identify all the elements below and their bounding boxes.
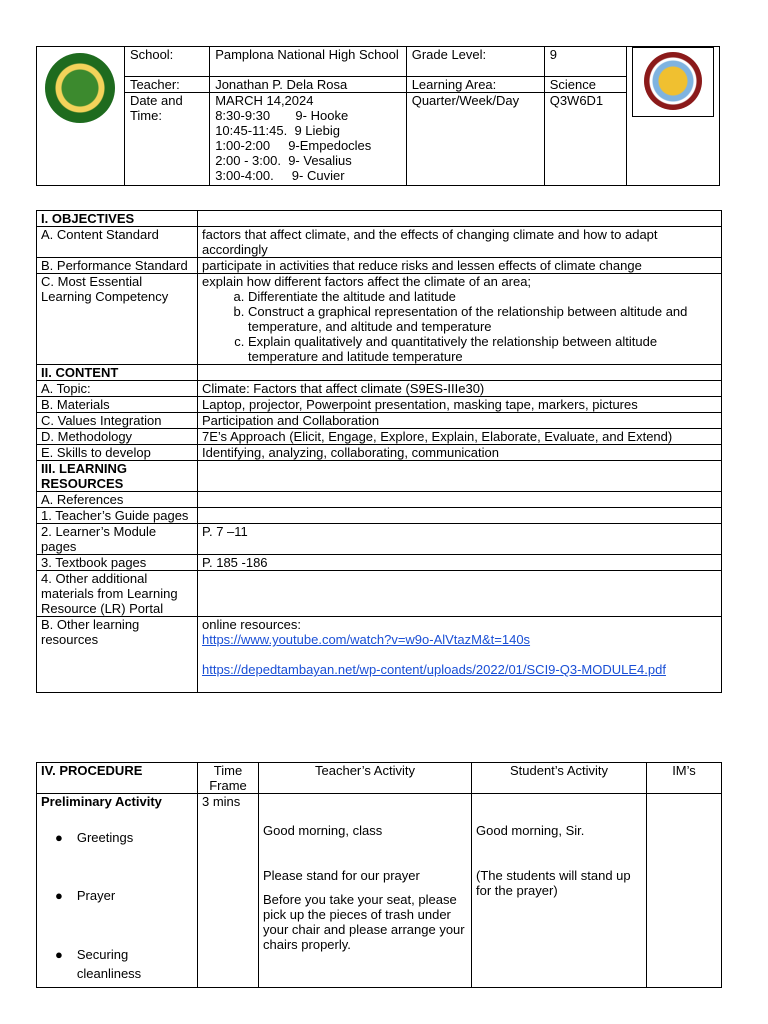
list-item: [41, 945, 193, 983]
greetings-label: Greetings: [76, 830, 134, 845]
values-label: C. Values Integration: [37, 413, 198, 429]
content-standard-label: A. Content Standard: [37, 227, 198, 258]
school-logo-frame: [632, 47, 714, 117]
grade-value: 9: [544, 47, 626, 77]
performance-standard-label: B. Performance Standard: [37, 258, 198, 274]
melc-item: b. Construct a graphical representation of the relationship between altitude and temperature, and altitude and temperature: [248, 304, 717, 334]
objectives-heading: I. OBJECTIVES: [37, 211, 198, 227]
teachers-guide-label: 1. Teacher’s Guide pages: [37, 508, 198, 524]
area-label: Learning Area:: [406, 77, 544, 93]
procedure-table: [36, 762, 722, 988]
melc-label: C. Most Essential Learning Competency: [37, 274, 198, 365]
school-seal-logo: [644, 52, 702, 110]
melc-item: c. Explain qualitatively and quantitatively the relationship between altitude temperature and latitude temperature: [248, 334, 717, 364]
melc-value: [198, 274, 722, 365]
qwd-value: Q3W6D1: [544, 93, 626, 186]
empty-cell: [198, 571, 722, 617]
teacher-prayer: Please stand for our prayer: [263, 868, 420, 883]
header-table: [36, 46, 720, 186]
teacher-greeting: Good morning, class: [263, 823, 383, 838]
list-item: [41, 830, 193, 845]
learners-module-label: 2. Learner’s Module pages: [37, 524, 198, 555]
division-seal-logo: [45, 53, 115, 123]
melc-intro: explain how different factors affect the climate of an area;: [202, 274, 532, 289]
topic-label: A. Topic:: [37, 381, 198, 397]
school-value: Pamplona National High School: [210, 47, 407, 77]
topic-value: Climate: Factors that affect climate (S9ES-IIIe30): [198, 381, 722, 397]
empty-cell: [198, 365, 722, 381]
bullet-icon: ●: [55, 830, 63, 845]
grade-label: Grade Level:: [406, 47, 544, 77]
area-value: Science: [544, 77, 626, 93]
textbook-value: P. 185 -186: [198, 555, 722, 571]
content-heading: II. CONTENT: [37, 365, 198, 381]
other-resources-label: B. Other learning resources: [37, 617, 198, 693]
youtube-link[interactable]: https://www.youtube.com/watch?v=w9o-AlVtazM&t=140s: [202, 632, 531, 647]
date-value: [210, 93, 407, 186]
other-resources-value: [198, 617, 722, 693]
lesson-plan-table: [36, 210, 722, 693]
empty-cell: [198, 211, 722, 227]
ims-cell: [647, 794, 722, 988]
time-cell: 3 mins: [198, 794, 259, 988]
preliminary-activity-label: Preliminary Activity: [41, 794, 162, 809]
melc-item: a. Differentiate the altitude and latitude: [248, 289, 717, 304]
student-greeting: Good morning, Sir.: [476, 823, 585, 838]
procedure-heading: IV. PROCEDURE: [37, 763, 198, 794]
teacher-cleanliness: Before you take your seat, please pick up the pieces of trash under your chair and please arrange your chairs properly.: [263, 892, 465, 952]
performance-standard-value: participate in activities that reduce risks and lessen effects of climate change: [198, 258, 722, 274]
values-value: Participation and Collaboration: [198, 413, 722, 429]
time-frame-header: Time Frame: [198, 763, 259, 794]
teacher-value: Jonathan P. Dela Rosa: [210, 77, 407, 93]
student-activity-header: Student’s Activity: [472, 763, 647, 794]
online-resources-intro: online resources:: [202, 617, 301, 632]
references-label: A. References: [37, 492, 198, 508]
bullet-icon: ●: [55, 947, 63, 962]
list-item: [41, 888, 193, 903]
methodology-value: 7E’s Approach (Elicit, Engage, Explore, Explain, Elaborate, Evaluate, and Extend): [198, 429, 722, 445]
learners-module-value: P. 7 –11: [198, 524, 722, 555]
materials-label: B. Materials: [37, 397, 198, 413]
schedule-line: 10:45-11:45. 9 Liebig: [215, 123, 341, 138]
methodology-label: D. Methodology: [37, 429, 198, 445]
cleanliness-label: Securing cleanliness: [76, 947, 142, 981]
right-logo-cell: [627, 47, 720, 186]
materials-value: Laptop, projector, Powerpoint presentation, masking tape, markers, pictures: [198, 397, 722, 413]
date-label: Date and Time:: [124, 93, 209, 186]
skills-label: E. Skills to develop: [37, 445, 198, 461]
bullet-icon: ●: [55, 888, 63, 903]
textbook-label: 3. Textbook pages: [37, 555, 198, 571]
schedule-line: 1:00-2:00 9-Empedocles: [215, 138, 372, 153]
empty-cell: [198, 492, 722, 508]
teacher-activity-cell: [259, 794, 472, 988]
left-logo-cell: [37, 47, 125, 186]
other-materials-label: 4. Other additional materials from Learning Resource (LR) Portal: [37, 571, 198, 617]
schedule-line: 8:30-9:30 9- Hooke: [215, 108, 349, 123]
prayer-label: Prayer: [76, 888, 116, 903]
school-label: School:: [124, 47, 209, 77]
resources-heading: III. LEARNING RESOURCES: [37, 461, 198, 492]
teacher-activity-header: Teacher’s Activity: [259, 763, 472, 794]
content-standard-value: factors that affect climate, and the effects of changing climate and how to adapt accordingly: [198, 227, 722, 258]
ims-header: IM’s: [647, 763, 722, 794]
student-activity-cell: [472, 794, 647, 988]
empty-cell: [198, 461, 722, 492]
student-prayer: (The students will stand up for the prayer): [476, 868, 631, 898]
date-line: MARCH 14,2024: [215, 93, 314, 108]
teacher-label: Teacher:: [124, 77, 209, 93]
melc-list: [202, 289, 717, 364]
module-pdf-link[interactable]: https://depedtambayan.net/wp-content/uploads/2022/01/SCI9-Q3-MODULE4.pdf: [202, 662, 666, 677]
preliminary-cell: [37, 794, 198, 988]
skills-value: Identifying, analyzing, collaborating, communication: [198, 445, 722, 461]
empty-cell: [198, 508, 722, 524]
schedule-line: 3:00-4:00. 9- Cuvier: [215, 168, 345, 183]
qwd-label: Quarter/Week/Day: [406, 93, 544, 186]
schedule-line: 2:00 - 3:00. 9- Vesalius: [215, 153, 352, 168]
